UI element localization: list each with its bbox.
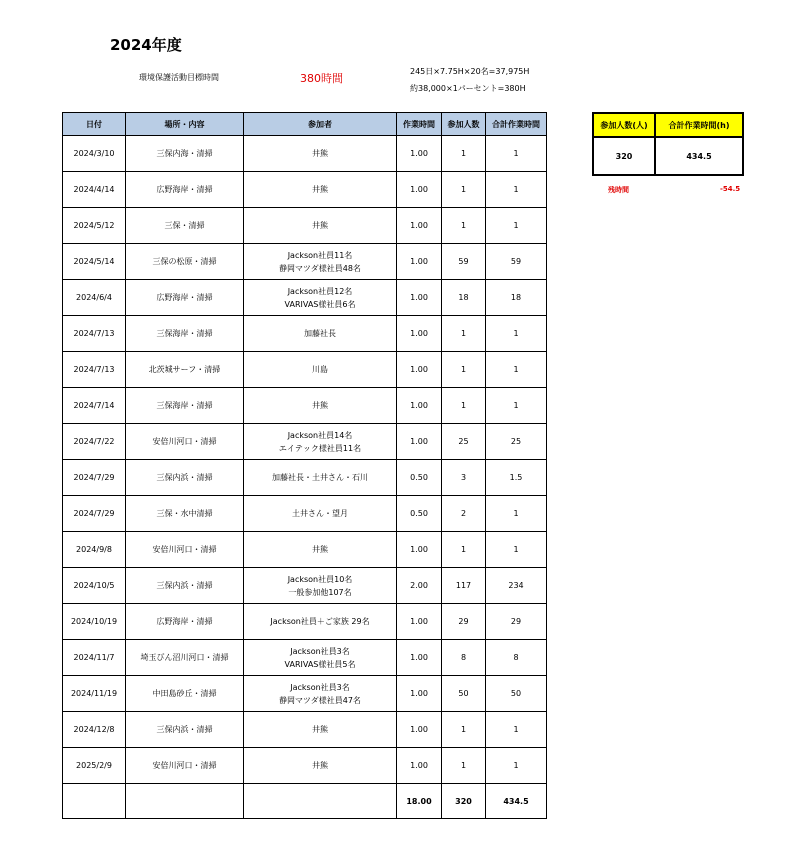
cell-count: 50 [442, 676, 486, 712]
cell-count: 117 [442, 568, 486, 604]
cell-date: 2024/3/10 [63, 136, 126, 172]
cell-total: 8 [486, 640, 547, 676]
summary-header-hours: 合計作業時間(h) [655, 113, 743, 137]
participant-line: 加藤社長・土井さん・石川 [272, 473, 368, 482]
cell-date: 2024/9/8 [63, 532, 126, 568]
cell-place: 三保海岸・清掃 [126, 388, 244, 424]
cell-participants [244, 496, 397, 532]
header-hours: 作業時間 [397, 113, 442, 136]
cell-place: 埼玉びん沼川河口・清掃 [126, 640, 244, 676]
cell-total: 1 [486, 388, 547, 424]
cell-hours: 1.00 [397, 316, 442, 352]
cell-count: 1 [442, 532, 486, 568]
cell-place: 三保・水中清掃 [126, 496, 244, 532]
cell-hours: 1.00 [397, 136, 442, 172]
cell-hours: 1.00 [397, 748, 442, 784]
goal-value: 380時間 [300, 72, 343, 85]
participant-line: Jackson社員14名 [287, 430, 353, 440]
goal-calc-line2: 約38,000×1パーセント=380H [410, 84, 526, 93]
cell-count: 2 [442, 496, 486, 532]
table-row [63, 388, 547, 424]
cell-place: 三保海岸・清掃 [126, 316, 244, 352]
cell-total: 1 [486, 532, 547, 568]
cell-participants [244, 352, 397, 388]
cell-participants [244, 676, 397, 712]
cell-total: 1.5 [486, 460, 547, 496]
cell-place: 三保内海・清掃 [126, 136, 244, 172]
participant-line: Jackson社員＋ご家族 29名 [270, 617, 370, 626]
participant-line: 井熊 [312, 185, 328, 194]
cell-participants [244, 424, 397, 460]
cell-place: 三保内浜・清掃 [126, 460, 244, 496]
cell-date: 2024/12/8 [63, 712, 126, 748]
cell-total: 25 [486, 424, 547, 460]
table-row [63, 460, 547, 496]
cell-participants [244, 388, 397, 424]
cell-place: 三保内浜・清掃 [126, 712, 244, 748]
cell-place: 三保・清掃 [126, 208, 244, 244]
table-row [63, 172, 547, 208]
cell-date: 2024/6/4 [63, 280, 126, 316]
cell-participants [244, 316, 397, 352]
summary-table [592, 112, 744, 176]
table-row [63, 496, 547, 532]
cell-date: 2024/7/29 [63, 460, 126, 496]
cell-date: 2024/7/13 [63, 352, 126, 388]
cell-total: 1 [486, 352, 547, 388]
page-title: 2024年度 [110, 36, 182, 54]
cell-total: 1 [486, 136, 547, 172]
cell-hours: 1.00 [397, 280, 442, 316]
totals-empty-place [126, 784, 244, 819]
participant-line: Jackson社員3名 [290, 682, 350, 692]
table-header-row [63, 113, 547, 136]
cell-date: 2024/5/12 [63, 208, 126, 244]
summary-header-row [593, 113, 743, 137]
cell-place: 安倍川河口・清掃 [126, 424, 244, 460]
cell-count: 1 [442, 208, 486, 244]
cell-count: 59 [442, 244, 486, 280]
cell-count: 1 [442, 748, 486, 784]
cell-date: 2025/2/9 [63, 748, 126, 784]
cell-participants [244, 568, 397, 604]
cell-hours: 1.00 [397, 208, 442, 244]
participant-line: 井熊 [312, 221, 328, 230]
cell-total: 18 [486, 280, 547, 316]
cell-hours: 1.00 [397, 172, 442, 208]
header-count: 参加人数 [442, 113, 486, 136]
goal-calc-line1: 245日×7.75H×20名=37,975H [410, 67, 530, 76]
participant-line: Jackson社員3名 [290, 646, 350, 656]
cell-place: 安倍川河口・清掃 [126, 532, 244, 568]
cell-place: 広野海岸・清掃 [126, 172, 244, 208]
cell-place: 中田島砂丘・清掃 [126, 676, 244, 712]
cell-total: 1 [486, 316, 547, 352]
cell-total: 1 [486, 208, 547, 244]
cell-total: 50 [486, 676, 547, 712]
cell-date: 2024/7/14 [63, 388, 126, 424]
participant-line: 加藤社長 [304, 329, 336, 338]
cell-participants [244, 748, 397, 784]
cell-participants [244, 136, 397, 172]
cell-date: 2024/7/29 [63, 496, 126, 532]
totals-empty-date [63, 784, 126, 819]
cell-date: 2024/7/13 [63, 316, 126, 352]
cell-count: 29 [442, 604, 486, 640]
cell-place: 安倍川河口・清掃 [126, 748, 244, 784]
cell-participants [244, 532, 397, 568]
participant-line: Jackson社員11名 [287, 250, 353, 260]
cell-count: 1 [442, 136, 486, 172]
totals-row [63, 784, 547, 819]
summary-header-count: 参加人数(人) [593, 113, 655, 137]
cell-total: 1 [486, 748, 547, 784]
cell-place: 広野海岸・清掃 [126, 280, 244, 316]
table-row [63, 532, 547, 568]
remaining-value: -54.5 [720, 185, 741, 193]
cell-hours: 1.00 [397, 244, 442, 280]
summary-count: 320 [593, 137, 655, 175]
cell-total: 1 [486, 712, 547, 748]
cell-total: 1 [486, 172, 547, 208]
participant-line: VARIVAS様社員5名 [284, 659, 356, 669]
cell-participants [244, 604, 397, 640]
cell-hours: 1.00 [397, 532, 442, 568]
cell-date: 2024/10/5 [63, 568, 126, 604]
cell-date: 2024/11/7 [63, 640, 126, 676]
cell-participants [244, 244, 397, 280]
cell-count: 18 [442, 280, 486, 316]
participant-line: 川島 [312, 365, 328, 374]
table-row [63, 208, 547, 244]
cell-hours: 1.00 [397, 352, 442, 388]
table-row [63, 712, 547, 748]
cell-date: 2024/7/22 [63, 424, 126, 460]
table-row [63, 280, 547, 316]
remaining-label: 残時間 [608, 186, 629, 194]
table-row [63, 568, 547, 604]
header-date: 日付 [63, 113, 126, 136]
cell-count: 1 [442, 172, 486, 208]
table-row [63, 424, 547, 460]
participant-line: 井熊 [312, 545, 328, 554]
header-participants: 参加者 [244, 113, 397, 136]
cell-date: 2024/4/14 [63, 172, 126, 208]
cell-total: 1 [486, 496, 547, 532]
participant-line: 井熊 [312, 725, 328, 734]
cell-total: 234 [486, 568, 547, 604]
cell-hours: 2.00 [397, 568, 442, 604]
cell-participants [244, 208, 397, 244]
cell-participants [244, 712, 397, 748]
participant-line: VARIVAS様社員6名 [284, 299, 356, 309]
participant-line: 静岡マツダ様社員47名 [279, 695, 361, 705]
cell-count: 1 [442, 712, 486, 748]
totals-empty-participants [244, 784, 397, 819]
cell-hours: 1.00 [397, 424, 442, 460]
table-row [63, 244, 547, 280]
participant-line: Jackson社員10名 [287, 574, 353, 584]
goal-label: 環境保護活動目標時間 [139, 73, 219, 82]
table-row [63, 352, 547, 388]
cell-participants [244, 280, 397, 316]
participant-line: 井熊 [312, 761, 328, 770]
cell-total: 59 [486, 244, 547, 280]
cell-hours: 1.00 [397, 388, 442, 424]
cell-hours: 1.00 [397, 712, 442, 748]
totals-count: 320 [442, 784, 486, 819]
cell-participants [244, 172, 397, 208]
cell-hours: 1.00 [397, 604, 442, 640]
summary-value-row [593, 137, 743, 175]
table-row [63, 640, 547, 676]
cell-date: 2024/5/14 [63, 244, 126, 280]
participant-line: 井熊 [312, 149, 328, 158]
participant-line: 井熊 [312, 401, 328, 410]
cell-hours: 1.00 [397, 640, 442, 676]
cell-hours: 0.50 [397, 460, 442, 496]
cell-total: 29 [486, 604, 547, 640]
cell-place: 三保の松原・清掃 [126, 244, 244, 280]
cell-place: 三保内浜・清掃 [126, 568, 244, 604]
participant-line: エイテック様社員11名 [278, 443, 362, 453]
cell-participants [244, 460, 397, 496]
cell-hours: 1.00 [397, 676, 442, 712]
cell-count: 25 [442, 424, 486, 460]
header-place: 場所・内容 [126, 113, 244, 136]
participant-line: Jackson社員12名 [287, 286, 353, 296]
table-row [63, 316, 547, 352]
cell-date: 2024/11/19 [63, 676, 126, 712]
table-row [63, 136, 547, 172]
header-total: 合計作業時間 [486, 113, 547, 136]
cell-hours: 0.50 [397, 496, 442, 532]
cell-place: 北茨城サーフ・清掃 [126, 352, 244, 388]
table-row [63, 604, 547, 640]
participant-line: 静岡マツダ様社員48名 [279, 263, 361, 273]
table-row [63, 748, 547, 784]
cell-place: 広野海岸・清掃 [126, 604, 244, 640]
participant-line: 一般参加他107名 [288, 587, 352, 597]
cell-count: 1 [442, 388, 486, 424]
activity-table [62, 112, 547, 819]
totals-hours: 18.00 [397, 784, 442, 819]
cell-participants [244, 640, 397, 676]
participant-line: 土井さん・望月 [292, 509, 348, 518]
cell-count: 1 [442, 352, 486, 388]
table-row [63, 676, 547, 712]
cell-date: 2024/10/19 [63, 604, 126, 640]
cell-count: 1 [442, 316, 486, 352]
cell-count: 8 [442, 640, 486, 676]
summary-hours: 434.5 [655, 137, 743, 175]
cell-count: 3 [442, 460, 486, 496]
totals-total: 434.5 [486, 784, 547, 819]
